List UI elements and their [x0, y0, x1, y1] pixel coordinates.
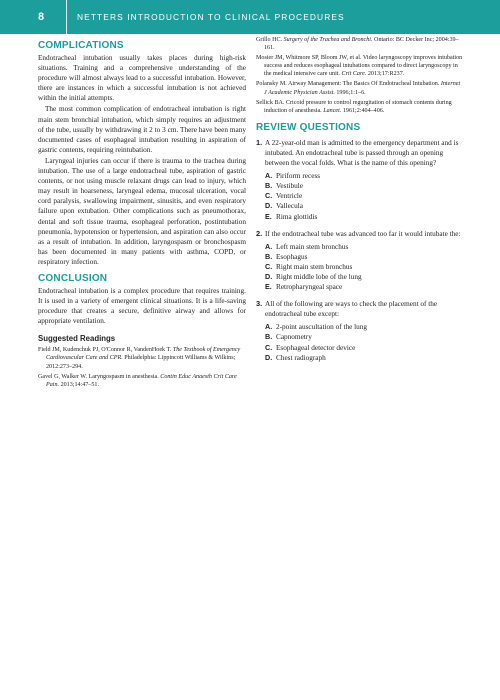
option-text: Vallecula — [276, 202, 303, 211]
option-text: Esophagus — [276, 252, 308, 261]
question-item-2 — [256, 229, 464, 293]
answer-option — [265, 191, 464, 201]
reference-title: Internet J Academic Physician Assist. — [264, 81, 461, 96]
option-text: Chest radiograph — [276, 353, 326, 362]
option-text: Rima glottidis — [276, 212, 318, 221]
conclusion-heading: CONCLUSION — [38, 272, 108, 284]
running-title: NETTERS INTRODUCTION TO CLINICAL PROCEDURES — [77, 12, 345, 22]
reference-item — [256, 54, 464, 78]
question-item-1 — [256, 138, 464, 222]
complications-paragraph-1: Endotracheal intubation usually takes places during high-risk situations. Training and a comprehensive understanding of the procedure will almost always lead to a successful intubation. However, there are instances in which a successful intubation is not achieved within the initial attempts. — [38, 54, 246, 103]
reference-text: Gavel G, Walker W. Laryngospasm in anesthesia. — [38, 373, 161, 380]
reference-title: Lancet. — [323, 107, 342, 114]
reference-text: Polansky M. Airway Management: The Basics Of Endotracheal Intubation. — [256, 81, 441, 88]
question-number: 3. — [256, 299, 263, 309]
option-letter: D. — [265, 352, 273, 362]
option-text: Vestibule — [276, 182, 303, 191]
question-text: All of the following are ways to check the placement of the endotracheal tube except: — [265, 300, 438, 319]
suggested-readings-heading: Suggested Readings — [38, 334, 116, 344]
reference-text: 2013;17:R237. — [366, 71, 405, 78]
review-questions-heading: REVIEW QUESTIONS — [256, 121, 361, 133]
reference-item — [38, 373, 246, 389]
answer-option — [265, 201, 464, 211]
header-divider — [66, 0, 67, 34]
reference-text: 1961;2:404–406. — [341, 107, 385, 114]
option-text: Esophageal detector device — [276, 343, 356, 352]
option-text: Piriform recess — [276, 172, 321, 181]
reference-item — [256, 36, 464, 52]
answer-option — [265, 252, 464, 262]
reference-title: Contin Educ Anaesth Crit Care Pain. — [46, 373, 237, 388]
option-letter: C. — [265, 261, 273, 271]
question-item-3 — [256, 299, 464, 363]
question-number: 1. — [256, 137, 263, 147]
option-text: Right main stem bronchus — [276, 262, 353, 271]
complications-heading: COMPLICATIONS — [38, 40, 124, 51]
option-letter: E. — [265, 282, 272, 292]
answer-option — [265, 343, 464, 353]
option-letter: D. — [265, 201, 273, 211]
answer-option — [265, 353, 464, 363]
answer-option — [265, 181, 464, 191]
reference-title: Crit Care. — [341, 71, 367, 78]
answer-option — [265, 332, 464, 342]
question-number: 2. — [256, 228, 263, 238]
option-text: Ventricle — [276, 192, 303, 201]
complications-paragraph-2: The most common complication of endotracheal intubation is right main stem bronchial intubation, which simply requires an adjustment of the tube, usually by withdrawing it 2 to 3 cm. There have been many documented cases of esophageal intubation resulting in aspiration of gastric contents, requiring reintubation. — [38, 105, 246, 154]
option-letter: B. — [265, 332, 273, 342]
option-letter: C. — [265, 191, 273, 201]
option-letter: D. — [265, 271, 273, 281]
reference-item — [256, 99, 464, 115]
answer-option — [265, 242, 464, 252]
reference-text: Field JM, Kudenchuk PJ, O'Connor R, VandenHoek T. — [38, 347, 173, 354]
right-column — [256, 36, 464, 363]
option-letter: A. — [265, 322, 273, 332]
option-letter: B. — [265, 181, 273, 191]
option-letter: A. — [265, 171, 273, 181]
option-text: Left main stem bronchus — [276, 242, 349, 251]
reference-item — [38, 346, 246, 370]
option-letter: A. — [265, 241, 273, 251]
reference-text: Grillo HC. — [256, 37, 284, 43]
reference-text: Sellick BA. Cricoid pressure to control regurgitation of stomach contents during induction of anesthesia. — [256, 99, 452, 114]
option-text: Retropharyngeal space — [276, 283, 343, 292]
reference-text: Mosier JM, Whitmore SP, Bloom JW, et al. Video laryngoscopy improves intubation success and reduces esophageal intubations compared to direct laryngoscopy in the medical intensive care unit. — [256, 55, 463, 78]
reference-text: Ontario: BC Decker Inc; 2004:39–161. — [264, 37, 459, 52]
reference-text: Philadelphia: Lippincott Williams & Wilkins; 2012:273–294. — [46, 355, 236, 370]
answer-option — [265, 282, 464, 292]
reference-item — [256, 80, 464, 96]
answer-option — [265, 171, 464, 181]
reference-text: 1996;1:1–6. — [334, 89, 366, 96]
conclusion-paragraph: Endotracheal intubation is a complex procedure that requires training. It is used in a variety of emergent clinical situations. It is a life-saving procedure that creates a secure, definitive airway and allows for appropriate ventilation. — [38, 286, 246, 326]
complications-paragraph-3: Laryngeal injuries can occur if there is trauma to the trachea during intubation. The use of a large endotracheal tube, aspiration of gastric contents, or not using muscle relaxant drugs can lead to injury, which may result in hoarseness, laryngeal edema, mucosal ulceration, vocal cord paralysis, swallowing impairment, sinusitis, and even respiratory failure upon extubation. Other complications such as pneumothorax, dental and soft tissue trauma, esophageal perforation, postintubation pneumonia, hypotension or hypertension, and aspiration can also occur as a result of intubation. In addition, laryngospasm or bronchospasm has been documented in many patients with asthma, COPD, or respiratory infection. — [38, 156, 246, 266]
reference-title: Surgery of the Trachea and Bronchi. — [283, 37, 373, 43]
option-letter: C. — [265, 342, 273, 352]
option-text: Right middle lobe of the lung — [276, 272, 362, 281]
reference-text: 2013;14:47–51. — [59, 381, 99, 388]
answer-option — [265, 262, 464, 272]
option-text: 2-point auscultation of the lung — [276, 323, 368, 332]
option-letter: B. — [265, 251, 273, 261]
page-header — [0, 0, 500, 34]
option-letter: E. — [265, 211, 272, 221]
answer-option — [265, 272, 464, 282]
left-column — [38, 40, 246, 389]
page-number: 8 — [38, 11, 45, 23]
question-text: A 22-year-old man is admitted to the emergency department and is intubated. An endotracheal tube is passed through an opening between the vocal folds. What is the name of this opening? — [265, 138, 459, 168]
answer-option — [265, 322, 464, 332]
reference-title: The Textbook of Emergency Cardiovascular Care and CPR. — [46, 347, 241, 362]
question-text: If the endotracheal tube was advanced too far it would intubate the: — [265, 229, 461, 238]
option-text: Capnometry — [276, 333, 312, 342]
answer-option — [265, 212, 464, 222]
